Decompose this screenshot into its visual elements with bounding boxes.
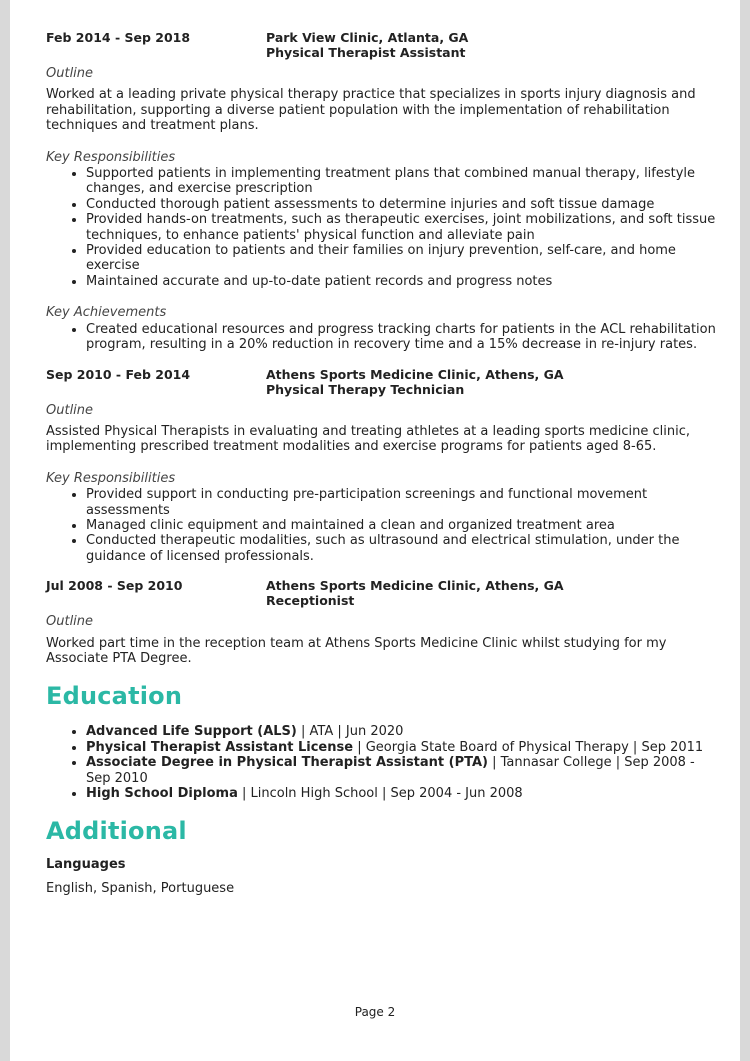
responsibilities-label: Key Responsibilities bbox=[46, 470, 176, 486]
job-header bbox=[46, 30, 716, 60]
education-item bbox=[86, 724, 716, 739]
education-item-details: | Lincoln High School | Sep 2004 - Jun 2008 bbox=[237, 786, 523, 801]
job-employer-block bbox=[266, 367, 716, 397]
education-item-details: | Tannasar College | Sep 2008 - Sep 2010 bbox=[86, 755, 695, 786]
job-title: Receptionist bbox=[266, 593, 355, 609]
education-item bbox=[86, 755, 716, 786]
job-dates: Feb 2014 - Sep 2018 bbox=[46, 30, 191, 45]
education-list bbox=[46, 724, 716, 801]
job-entry bbox=[46, 367, 716, 565]
achievements-list bbox=[46, 322, 716, 353]
responsibilities-list bbox=[46, 166, 716, 289]
page-content bbox=[46, 30, 716, 896]
list-item: • Provided hands-on treatments, such as therapeutic exercises, joint mobilizations, and soft tissue techniques, to enhance patients' physical function and alleviate pain bbox=[86, 212, 716, 243]
list-item: • Provided support in conducting pre-participation screenings and functional movement assessments bbox=[86, 487, 716, 518]
list-item: • Maintained accurate and up-to-date patient records and progress notes bbox=[86, 274, 716, 289]
education-item-name: Associate Degree in Physical Therapist Assistant (PTA) bbox=[86, 755, 488, 771]
outline-text: Worked part time in the reception team at Athens Sports Medicine Clinic whilst studying for my Associate PTA Degree. bbox=[46, 635, 667, 666]
job-employer: Park View Clinic, Atlanta, GA bbox=[266, 30, 469, 45]
job-dates: Sep 2010 - Feb 2014 bbox=[46, 366, 191, 382]
job-entry bbox=[46, 578, 716, 666]
job-employer: Athens Sports Medicine Clinic, Athens, GA bbox=[266, 366, 564, 382]
outline-label: Outline bbox=[46, 402, 94, 418]
education-heading: Education bbox=[46, 682, 183, 711]
languages-text: English, Spanish, Portuguese bbox=[46, 880, 235, 896]
responsibilities-label: Key Responsibilities bbox=[46, 149, 176, 165]
job-employer: Athens Sports Medicine Clinic, Athens, GA bbox=[266, 578, 564, 594]
education-item-name: Physical Therapist Assistant License bbox=[86, 739, 354, 755]
outline-text: Assisted Physical Therapists in evaluating and treating athletes at a leading sports medicine clinic, implementing prescribed treatment modalities and exercise programs for patients aged 8-65. bbox=[46, 423, 691, 455]
job-title: Physical Therapist Assistant bbox=[266, 45, 466, 60]
education-item-name: Advanced Life Support (ALS) bbox=[86, 724, 297, 740]
outline-text: Worked at a leading private physical therapy practice that specializes in sports injury diagnosis and rehabilitation, supporting a diverse patient population with the implementation of rehabilitation techniques and treatment plans. bbox=[46, 87, 696, 134]
education-item-details: | Georgia State Board of Physical Therapy | Sep 2011 bbox=[353, 739, 704, 755]
list-item: • Supported patients in implementing treatment plans that combined manual therapy, lifestyle changes, and exercise prescription bbox=[86, 166, 716, 197]
resume-page bbox=[10, 0, 740, 1061]
education-item bbox=[86, 740, 716, 755]
list-item: • Managed clinic equipment and maintained a clean and organized treatment area bbox=[86, 518, 716, 533]
education-item-details: | ATA | Jun 2020 bbox=[296, 724, 404, 740]
job-header bbox=[46, 578, 716, 608]
education-item-name: High School Diploma bbox=[86, 786, 238, 801]
list-item: • Provided education to patients and their families on injury prevention, self-care, and home exercise bbox=[86, 243, 716, 274]
job-header bbox=[46, 367, 716, 397]
languages-label: Languages bbox=[46, 857, 126, 873]
list-item: • Created educational resources and progress tracking charts for patients in the ACL rehabilitation program, resulting in a 20% reduction in recovery time and a 15% decrease in re-injury rates. bbox=[86, 322, 716, 353]
page-number: Page 2 bbox=[354, 1005, 396, 1019]
job-employer-block bbox=[266, 30, 716, 60]
additional-heading: Additional bbox=[46, 817, 187, 846]
list-item: • Conducted thorough patient assessments to determine injuries and soft tissue damage bbox=[86, 197, 716, 212]
outline-label: Outline bbox=[46, 66, 94, 81]
list-item: • Conducted therapeutic modalities, such as ultrasound and electrical stimulation, under the guidance of licensed professionals. bbox=[86, 533, 716, 564]
job-entry bbox=[46, 30, 716, 353]
job-dates: Jul 2008 - Sep 2010 bbox=[46, 578, 183, 594]
achievements-label: Key Achievements bbox=[46, 305, 167, 321]
responsibilities-list bbox=[46, 487, 716, 564]
job-title: Physical Therapy Technician bbox=[266, 381, 465, 397]
education-item bbox=[86, 786, 716, 801]
outline-label: Outline bbox=[46, 614, 94, 630]
job-employer-block bbox=[266, 578, 716, 608]
